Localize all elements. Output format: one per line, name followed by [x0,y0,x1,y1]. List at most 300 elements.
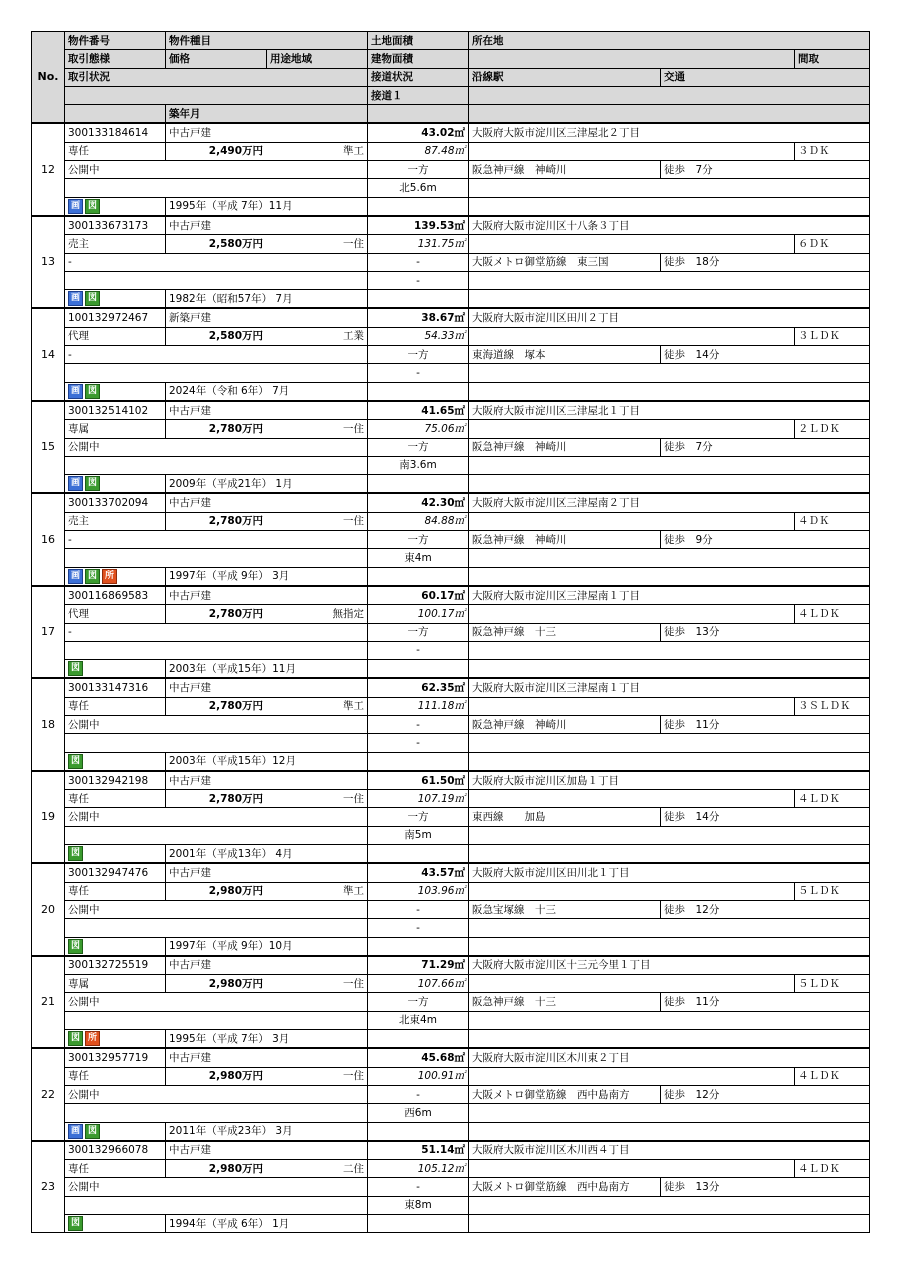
building-area: 75.06㎡ [368,420,469,438]
listing-row [32,845,870,864]
listing-row[interactable] [32,1048,870,1067]
blank-cell [368,845,469,864]
land-area: 71.29㎡ [368,956,469,975]
badge-ga-icon[interactable]: 画 [68,291,83,306]
blank-cell [469,235,795,253]
building-area: 54.33㎡ [368,327,469,345]
built-date: 1982年（昭和57年） 7月 [166,290,368,309]
badge-cell [65,290,166,309]
listing-row [32,364,870,382]
blank-cell [65,1011,368,1029]
listing-row [32,605,870,623]
land-area: 51.14㎡ [368,1141,469,1160]
blank-cell [469,456,870,474]
blank-cell [368,1215,469,1233]
address: 大阪府大阪市淀川区三津屋北１丁目 [469,401,870,420]
badge-zu-icon[interactable]: 図 [68,1031,83,1046]
header-deal-type: 取引態様 [65,50,166,68]
access: 徒歩 14分 [661,808,870,826]
listing-row[interactable] [32,1141,870,1160]
property-number: 300133673173 [65,216,166,235]
road-status: 一方 [368,161,469,179]
layout: ４ＬＤＫ [795,605,870,623]
built-date: 1997年（平成 9年） 3月 [166,567,368,586]
listing-row [32,475,870,494]
building-area: 107.66㎡ [368,975,469,993]
badge-zu-icon[interactable]: 図 [85,569,100,584]
badge-cell [65,1122,166,1141]
deal-type: 売主 [65,512,166,530]
listing-number: 14 [32,308,65,400]
header-building-area: 建物面積 [368,50,469,68]
zoning: 一住 [343,515,364,528]
road-status: - [368,900,469,918]
header-blank [368,105,469,124]
header-station: 沿線駅 [469,68,661,86]
listing-row [32,567,870,586]
listing-row[interactable] [32,401,870,420]
listing-row [32,919,870,937]
listing-row [32,438,870,456]
deal-status: 公開中 [65,1178,368,1196]
address: 大阪府大阪市淀川区田川２丁目 [469,308,870,327]
property-type: 中古戸建 [166,863,368,882]
layout: ２ＬＤＫ [795,420,870,438]
blank-cell [469,364,870,382]
property-number: 300132514102 [65,401,166,420]
property-number: 300132957719 [65,1048,166,1067]
deal-type: 売主 [65,235,166,253]
price-zone-cell [166,1067,368,1085]
listing-row [32,697,870,715]
layout: ５ＬＤＫ [795,975,870,993]
listing-row[interactable] [32,123,870,142]
price-zone-cell [166,605,368,623]
price-zone-cell [166,142,368,160]
blank-cell [469,975,795,993]
header-deal-status: 取引状況 [65,68,368,86]
blank-cell [469,512,795,530]
station: 大阪メトロ御堂筋線 東三国 [469,253,661,271]
listing-row [32,142,870,160]
deal-status: - [65,531,368,549]
badge-ga-icon[interactable]: 画 [68,569,83,584]
blank-cell [65,1196,368,1214]
access: 徒歩 11分 [661,993,870,1011]
built-date: 2009年（平成21年） 1月 [166,475,368,494]
listing-row [32,1011,870,1029]
address: 大阪府大阪市淀川区三津屋南２丁目 [469,493,870,512]
listing-number: 18 [32,678,65,770]
property-type: 中古戸建 [166,123,368,142]
road-1: 東8m [368,1196,469,1214]
blank-cell [469,1067,795,1085]
price: 2,980万円 [208,977,263,990]
property-type: 中古戸建 [166,493,368,512]
price-zone-cell [166,975,368,993]
blank-cell [368,290,469,309]
blank-cell [65,826,368,844]
address: 大阪府大阪市淀川区木川西４丁目 [469,1141,870,1160]
building-area: 107.19㎡ [368,790,469,808]
badge-zu-icon[interactable]: 図 [68,754,83,769]
blank-cell [469,475,870,494]
listing-number: 17 [32,586,65,678]
property-type: 中古戸建 [166,216,368,235]
blank-cell [469,826,870,844]
listing-row[interactable] [32,308,870,327]
price: 2,980万円 [208,1070,263,1083]
blank-cell [469,197,870,216]
listing-row [32,179,870,197]
header-zoning: 用途地域 [267,50,368,68]
land-area: 62.35㎡ [368,678,469,697]
listing-row [32,197,870,216]
deal-status: - [65,623,368,641]
badge-sho-icon[interactable]: 所 [85,1031,100,1046]
header-land-area: 土地面積 [368,32,469,50]
property-type: 中古戸建 [166,678,368,697]
listing-row [32,290,870,309]
built-date: 2024年（令和 6年） 7月 [166,382,368,401]
listing-row [32,531,870,549]
listing-number: 20 [32,863,65,955]
header-built: 築年月 [166,105,368,124]
listing-row [32,420,870,438]
badge-zu-icon[interactable]: 図 [68,661,83,676]
header-layout: 間取 [795,50,870,68]
header-blank [469,86,870,104]
zoning: 準工 [343,145,364,158]
road-status: - [368,715,469,733]
badge-cell [65,845,166,864]
access: 徒歩 13分 [661,623,870,641]
header-property-no: 物件番号 [65,32,166,50]
price: 2,780万円 [208,792,263,805]
badge-zu-icon[interactable]: 図 [68,939,83,954]
zoning: 準工 [343,700,364,713]
header-location: 所在地 [469,32,870,50]
listing-row [32,641,870,659]
listing-row [32,327,870,345]
badge-cell [65,1215,166,1233]
road-1: 東4m [368,549,469,567]
road-status: 一方 [368,623,469,641]
badge-ga-icon[interactable]: 画 [68,1124,83,1139]
listing-row [32,1160,870,1178]
blank-cell [469,845,870,864]
deal-status: 公開中 [65,161,368,179]
listing-row[interactable] [32,863,870,882]
property-number: 100132972467 [65,308,166,327]
blank-cell [469,641,870,659]
layout: ３ＤＫ [795,142,870,160]
price-zone-cell [166,697,368,715]
road-status: 一方 [368,531,469,549]
station: 大阪メトロ御堂筋線 西中島南方 [469,1178,661,1196]
land-area: 42.30㎡ [368,493,469,512]
blank-cell [469,1011,870,1029]
blank-cell [469,327,795,345]
price: 2,580万円 [208,237,263,250]
blank-cell [469,1122,870,1141]
access: 徒歩 12分 [661,900,870,918]
land-area: 45.68㎡ [368,1048,469,1067]
blank-cell [469,605,795,623]
access: 徒歩 7分 [661,438,870,456]
badge-ga-icon[interactable]: 画 [68,199,83,214]
listing-row [32,660,870,679]
deal-status: 公開中 [65,1085,368,1103]
blank-cell [469,382,870,401]
price-zone-cell [166,1160,368,1178]
header-road1: 接道１ [368,86,469,104]
blank-cell [469,752,870,771]
listing-row[interactable] [32,678,870,697]
access: 徒歩 14分 [661,346,870,364]
listing-row [32,993,870,1011]
building-area: 103.96㎡ [368,882,469,900]
road-1: 南5m [368,826,469,844]
deal-type: 代理 [65,605,166,623]
price: 2,780万円 [208,422,263,435]
listing-row [32,900,870,918]
listing-row [32,161,870,179]
blank-cell [368,382,469,401]
blank-cell [469,549,870,567]
listing-row [32,456,870,474]
listing-row[interactable] [32,956,870,975]
header-price: 価格 [166,50,267,68]
price-zone-cell [166,512,368,530]
listing-row [32,937,870,956]
blank-cell [469,290,870,309]
access: 徒歩 13分 [661,1178,870,1196]
zoning: 一住 [343,422,364,435]
layout: ３ＬＤＫ [795,327,870,345]
header-blank [469,50,795,68]
listing-row [32,512,870,530]
road-1: 西6m [368,1104,469,1122]
address: 大阪府大阪市淀川区三津屋北２丁目 [469,123,870,142]
header-row-5 [32,105,870,124]
badge-cell [65,382,166,401]
deal-type: 専任 [65,1160,166,1178]
building-area: 100.91㎡ [368,1067,469,1085]
blank-cell [368,197,469,216]
road-status: 一方 [368,808,469,826]
station: 阪急神戸線 神崎川 [469,715,661,733]
price-zone-cell [166,327,368,345]
road-1: 南3.6m [368,456,469,474]
header-row-3 [32,68,870,86]
header-access: 交通 [661,68,870,86]
access: 徒歩 12分 [661,1085,870,1103]
station: 阪急神戸線 神崎川 [469,161,661,179]
built-date: 2003年（平成15年）11月 [166,660,368,679]
listing-row[interactable] [32,771,870,790]
price: 2,490万円 [208,145,263,158]
listing-number: 16 [32,493,65,585]
price-zone-cell [166,790,368,808]
deal-status: - [65,346,368,364]
header-no: No. [32,32,65,124]
land-area: 43.57㎡ [368,863,469,882]
blank-cell [368,567,469,586]
property-listing-table [31,31,870,1233]
zoning: 一住 [343,237,364,250]
deal-status: - [65,253,368,271]
building-area: 84.88㎡ [368,512,469,530]
station: 大阪メトロ御堂筋線 西中島南方 [469,1085,661,1103]
road-1: - [368,734,469,752]
zoning: 無指定 [332,607,364,620]
road-1: 北東4m [368,1011,469,1029]
station: 阪急神戸線 十三 [469,993,661,1011]
price: 2,980万円 [208,1162,263,1175]
blank-cell [368,475,469,494]
blank-cell [469,937,870,956]
badge-zu-icon[interactable]: 図 [85,384,100,399]
deal-status: 公開中 [65,900,368,918]
badge-cell [65,1030,166,1049]
badge-zu-icon[interactable]: 図 [68,846,83,861]
property-type: 中古戸建 [166,401,368,420]
blank-cell [469,420,795,438]
blank-cell [368,937,469,956]
listing-row [32,1215,870,1233]
listing-row [32,734,870,752]
blank-cell [65,456,368,474]
station: 阪急宝塚線 十三 [469,900,661,918]
zoning: 準工 [343,885,364,898]
header-blank [65,105,166,124]
land-area: 43.02㎡ [368,123,469,142]
property-type: 中古戸建 [166,1141,368,1160]
blank-cell [469,660,870,679]
built-date: 1994年（平成 6年） 1月 [166,1215,368,1233]
road-status: - [368,253,469,271]
layout: ５ＬＤＫ [795,882,870,900]
building-area: 100.17㎡ [368,605,469,623]
deal-status: 公開中 [65,715,368,733]
blank-cell [469,567,870,586]
property-type: 中古戸建 [166,956,368,975]
station: 東海道線 塚本 [469,346,661,364]
access: 徒歩 7分 [661,161,870,179]
blank-cell [469,882,795,900]
listing-number: 21 [32,956,65,1048]
header-road-status: 接道状況 [368,68,469,86]
badge-cell [65,660,166,679]
blank-cell [65,641,368,659]
address: 大阪府大阪市淀川区三津屋南１丁目 [469,678,870,697]
badge-sho-icon[interactable]: 所 [102,569,117,584]
road-1: 北5.6m [368,179,469,197]
badge-zu-icon[interactable]: 図 [85,1124,100,1139]
property-type: 中古戸建 [166,771,368,790]
header-blank [65,86,368,104]
price: 2,780万円 [208,700,263,713]
listing-row[interactable] [32,493,870,512]
address: 大阪府大阪市淀川区木川東２丁目 [469,1048,870,1067]
deal-status: 公開中 [65,438,368,456]
price-zone-cell [166,235,368,253]
property-number: 300132966078 [65,1141,166,1160]
badge-ga-icon[interactable]: 画 [68,476,83,491]
layout: ６ＤＫ [795,235,870,253]
header-row-4 [32,86,870,104]
address: 大阪府大阪市淀川区十三元今里１丁目 [469,956,870,975]
deal-type: 専属 [65,420,166,438]
listing-row [32,235,870,253]
header-row-1 [32,32,870,50]
blank-cell [65,549,368,567]
badge-ga-icon[interactable]: 画 [68,384,83,399]
road-status: - [368,1178,469,1196]
blank-cell [469,1104,870,1122]
building-area: 87.48㎡ [368,142,469,160]
access: 徒歩 9分 [661,531,870,549]
station: 阪急神戸線 神崎川 [469,438,661,456]
listing-row [32,808,870,826]
blank-cell [469,271,870,289]
property-number: 300132942198 [65,771,166,790]
blank-cell [469,1196,870,1214]
deal-type: 専任 [65,697,166,715]
layout: ４ＬＤＫ [795,790,870,808]
blank-cell [65,1104,368,1122]
price: 2,780万円 [208,515,263,528]
built-date: 1995年（平成 7年）11月 [166,197,368,216]
deal-type: 専任 [65,142,166,160]
property-number: 300133147316 [65,678,166,697]
layout: ４ＬＤＫ [795,1160,870,1178]
building-area: 131.75㎡ [368,235,469,253]
listing-number: 13 [32,216,65,308]
property-type: 新築戸建 [166,308,368,327]
building-area: 105.12㎡ [368,1160,469,1178]
badge-zu-icon[interactable]: 図 [85,291,100,306]
badge-zu-icon[interactable]: 図 [68,1216,83,1231]
land-area: 61.50㎡ [368,771,469,790]
blank-cell [368,1030,469,1049]
badge-zu-icon[interactable]: 図 [85,199,100,214]
listing-row [32,549,870,567]
badge-zu-icon[interactable]: 図 [85,476,100,491]
listing-row[interactable] [32,586,870,605]
badge-cell [65,567,166,586]
listing-row [32,790,870,808]
access: 徒歩 11分 [661,715,870,733]
blank-cell [469,919,870,937]
building-area: 111.18㎡ [368,697,469,715]
badge-cell [65,475,166,494]
blank-cell [469,790,795,808]
listing-row[interactable] [32,216,870,235]
zoning: 一住 [343,1070,364,1083]
station: 阪急神戸線 神崎川 [469,531,661,549]
zoning: 一住 [343,792,364,805]
address: 大阪府大阪市淀川区田川北１丁目 [469,863,870,882]
road-1: - [368,364,469,382]
property-number: 300132725519 [65,956,166,975]
station: 東西線 加島 [469,808,661,826]
property-type: 中古戸建 [166,586,368,605]
listing-row [32,1196,870,1214]
deal-status: 公開中 [65,808,368,826]
blank-cell [469,179,870,197]
